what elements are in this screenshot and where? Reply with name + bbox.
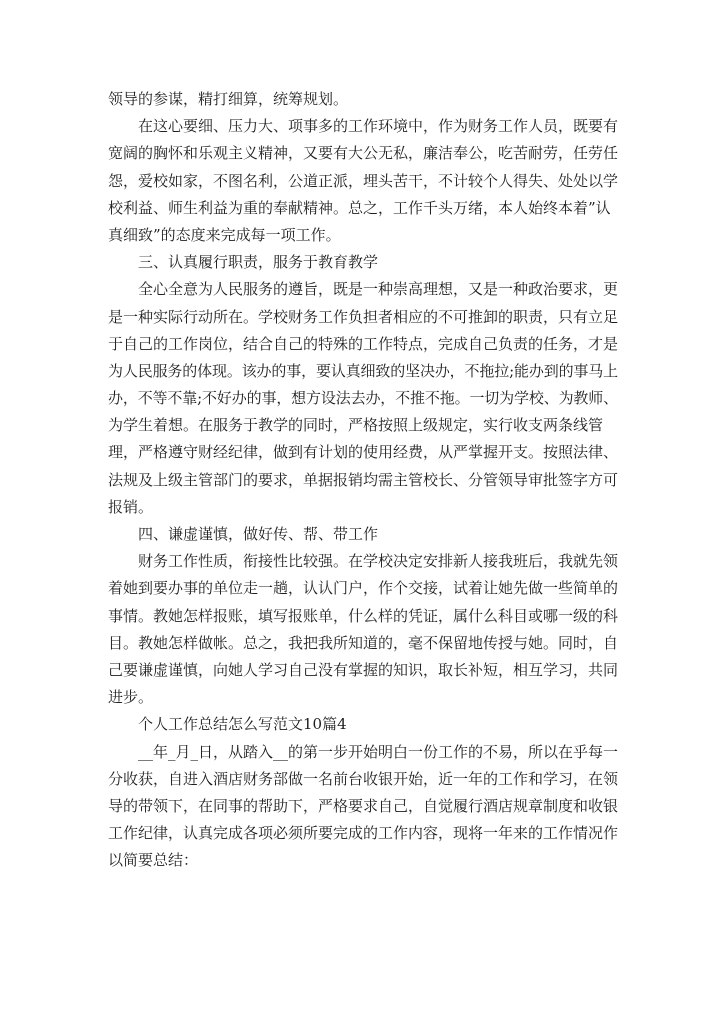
text-line: 工作纪律，认真完成各项必须所要完成的工作内容，现将一年来的工作情况作 — [108, 824, 618, 843]
text-line: 报销。 — [108, 497, 154, 516]
document-page — [108, 86, 618, 874]
text-line: 三、认真履行职责，服务于教育教学 — [138, 253, 379, 272]
text-line: 理，严格遵守财经纪律，做到有计划的使用经费，从严掌握开支。按照法律、 — [108, 443, 618, 462]
text-line: 着她到要办事的单位走一趟，认认门户，作个交接，试着让她先做一些简单的 — [108, 579, 618, 598]
text-line: 导的带领下，在同事的帮助下，严格要求自己，自觉履行酒店规章制度和收银 — [108, 796, 618, 815]
text-line: 真细致”的态度来完成每一项工作。 — [108, 225, 341, 244]
text-line: 以简要总结： — [108, 851, 199, 870]
text-line: 事情。教她怎样报账，填写报账单，什么样的凭证，属什么科目或哪一级的科 — [108, 606, 618, 625]
text-line: 财务工作性质，衔接性比较强。在学校决定安排新人接我班后，我就先领 — [138, 552, 618, 571]
text-line: __年_月_日，从踏入__的第一步开始明白一份工作的不易，所以在乎每一 — [138, 742, 618, 761]
text-line: 分收获，自进入酒店财务部做一名前台收银开始，近一年的工作和学习，在领 — [108, 769, 618, 788]
text-line: 怨，爱校如家，不图名利，公道正派，埋头苦干，不计较个人得失、处处以学 — [108, 171, 618, 190]
text-line: 全心全意为人民服务的遵旨，既是一种崇高理想，又是一种政治要求，更 — [138, 280, 618, 299]
text-line: 于自己的工作岗位，结合自己的特殊的工作特点，完成自己负责的任务，才是 — [108, 334, 618, 353]
text-line: 办，不等不靠;不好办的事，想方设法去办，不推不拖。一切为学校、为教师、 — [108, 389, 618, 408]
text-line: 己要谦虚谨慎，向她人学习自己没有掌握的知识，取长补短，相互学习，共同 — [108, 660, 618, 679]
text-line: 四、谦虚谨慎，做好传、帮、带工作 — [138, 525, 379, 543]
text-line: 个人工作总结怎么写范文10篇4 — [138, 715, 347, 734]
text-line: 宽阔的胸怀和乐观主义精神，又要有大公无私，廉洁奉公，吃苦耐劳，任劳任 — [108, 144, 618, 163]
text-line: 为学生着想。在服务于教学的同时，严格按照上级规定，实行收支两条线管 — [108, 416, 604, 435]
text-line: 校利益、师生利益为重的奉献精神。总之，工作千头万绪，本人始终本着”认 — [108, 198, 611, 217]
text-line: 进步。 — [108, 688, 154, 707]
text-line: 是一种实际行动所在。学校财务工作负担者相应的不可推卸的职责，只有立足 — [108, 307, 618, 326]
text-line: 在这心要细、压力大、项事多的工作环境中，作为财务工作人员，既要有 — [138, 117, 618, 136]
text-line: 领导的参谋，精打细算，统筹规划。 — [108, 90, 349, 108]
text-line: 目。教她怎样做帐。总之，我把我所知道的，毫不保留地传授与她。同时，自 — [108, 633, 618, 652]
text-line: 法规及上级主管部门的要求，单据报销均需主管校长、分管领导审批签字方可 — [108, 470, 618, 489]
text-line: 为人民服务的体现。该办的事，要认真细致的坚决办，不拖拉;能办到的事马上 — [108, 361, 618, 380]
